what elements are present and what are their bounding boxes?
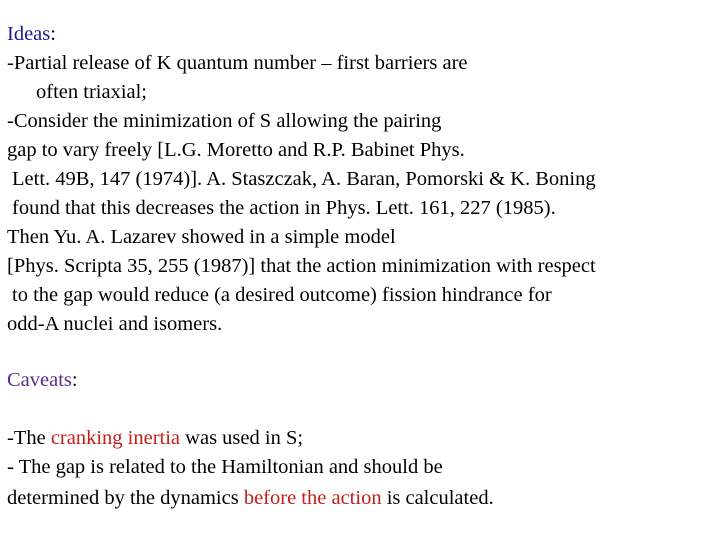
caveats-line-1-post: was used in S;	[180, 427, 304, 449]
ideas-line-9: to the gap would reduce (a desired outcome) fission hindrance for	[12, 284, 552, 306]
ideas-line-6: found that this decreases the action in Phys. Lett. 161, 227 (1985).	[12, 197, 556, 219]
caveats-heading: Caveats	[7, 369, 72, 391]
ideas-line-3: -Consider the minimization of S allowing the pairing	[7, 110, 442, 132]
caveats-line-1-pre: -The	[7, 427, 51, 449]
caveats-heading-colon: :	[71, 369, 78, 391]
caveats-heading-line	[7, 368, 78, 392]
ideas-line-7: Then Yu. A. Lazarev showed in a simple model	[7, 226, 396, 248]
caveats-line-3-post: is calculated.	[381, 487, 494, 509]
caveats-line-3	[7, 486, 494, 510]
ideas-line-4: gap to vary freely [L.G. Moretto and R.P. Babinet Phys.	[7, 139, 465, 161]
caveats-line-1	[7, 426, 303, 450]
ideas-heading-colon: :	[50, 23, 56, 45]
cranking-inertia-highlight: cranking inertia	[50, 427, 181, 449]
ideas-line-5: Lett. 49B, 147 (1974)]. A. Staszczak, A. Baran, Pomorski & K. Boning	[12, 168, 596, 190]
ideas-line-2: often triaxial;	[36, 81, 147, 103]
caveats-line-3-pre: determined by the dynamics	[7, 487, 244, 509]
ideas-heading: Ideas	[7, 23, 51, 45]
ideas-line-10: odd-A nuclei and isomers.	[7, 313, 223, 335]
before-the-action-highlight: before the action	[243, 487, 382, 509]
ideas-line-8: [Phys. Scripta 35, 255 (1987)] that the action minimization with respect	[7, 255, 596, 277]
ideas-heading-line	[7, 22, 56, 46]
ideas-line-1: -Partial release of K quantum number – first barriers are	[7, 52, 468, 74]
caveats-line-2: - The gap is related to the Hamiltonian and should be	[7, 456, 443, 478]
